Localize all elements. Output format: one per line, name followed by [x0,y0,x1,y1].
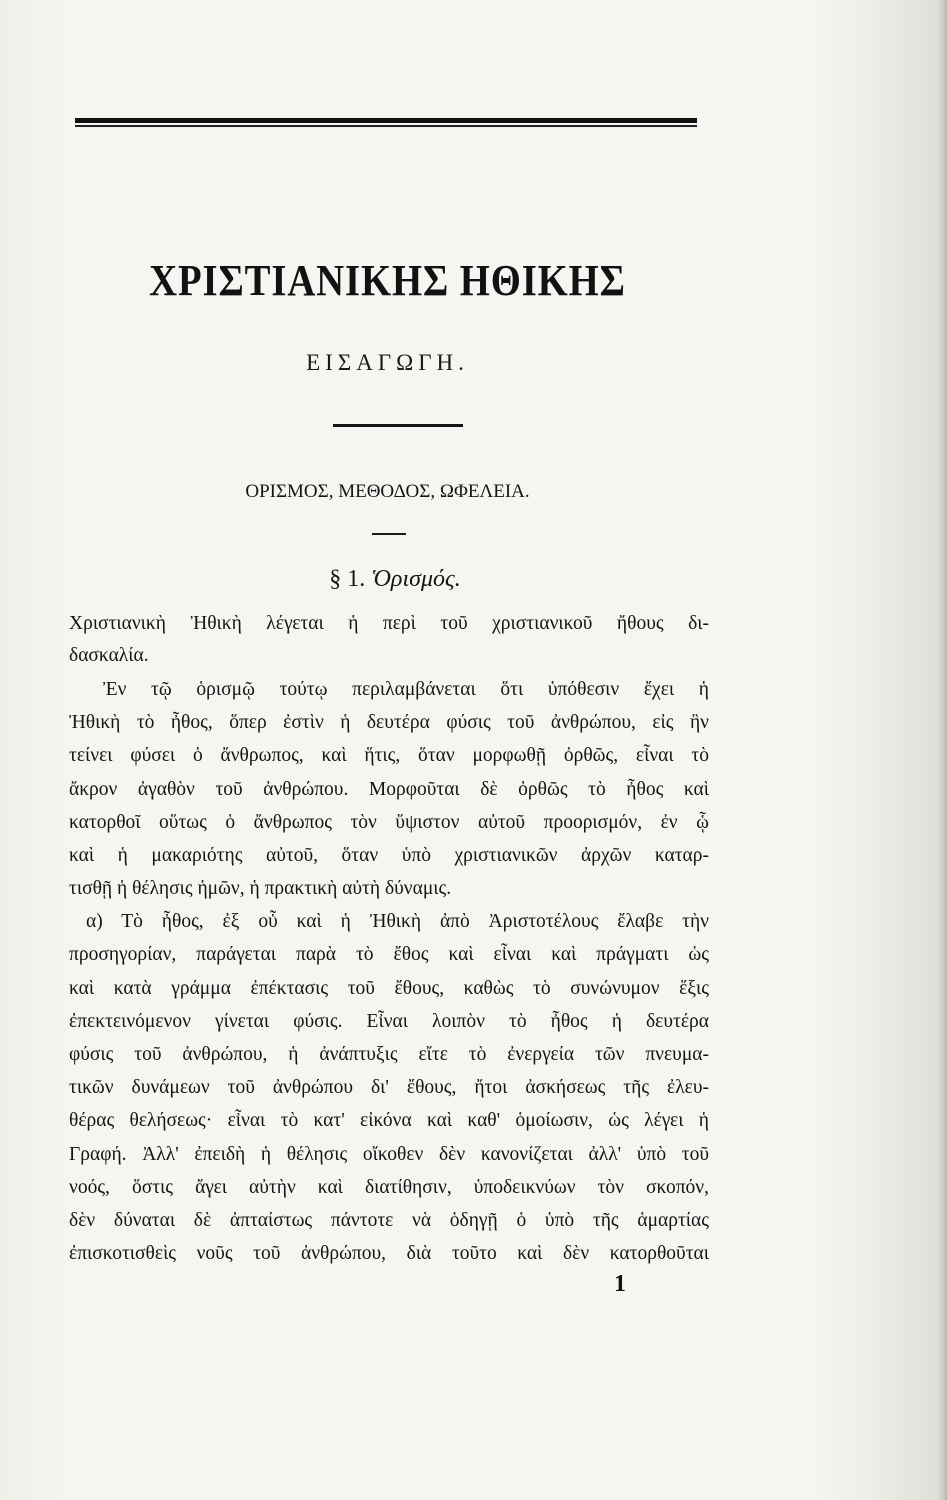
text-line: δασκαλία. [69,645,149,666]
paragraph-number: § 1. [329,566,366,592]
text-line: προσηγορίαν, παράγεται παρὰ τὸ ἔθος καὶ εἶναι καὶ πράγματι ὡς [69,944,709,965]
text-line: τείνει φύσει ὁ ἄνθρωπος, καὶ ἥτις, ὅταν μορφωθῇ ὀρθῶς, εἶναι τὸ [69,745,709,766]
text-line: κατορθοῖ οὕτως ὁ ἄνθρωπος τὸν ὕψιστον αὐτοῦ προορισμόν, ἐν ᾧ [69,812,709,833]
top-double-rule [75,118,697,127]
text-line: ἐπεκτεινόμενον γίνεται φύσις. Εἶναι λοιπὸν τὸ ἦθος ἡ δευτέρα [69,1011,709,1032]
small-rule [372,533,406,535]
text-line: Ἐν τῷ ὁρισμῷ τούτῳ περιλαμβάνεται ὅτι ὑπόθεσιν ἔχει ἡ [103,679,709,700]
text-line: καὶ ἡ μακαριότης αὐτοῦ, ὅταν ὑπὸ χριστιανικῶν ἀρχῶν καταρ- [69,845,709,866]
text-line: ἄκρον ἀγαθὸν τοῦ ἀνθρώπου. Μορφοῦται δὲ ὀρθῶς τὸ ἦθος καὶ [69,779,709,800]
paragraph-heading [0,566,790,593]
section-heading: ΟΡΙΣΜΟΣ, ΜΕΘΟΔΟΣ, ΩΦΕΛΕΙΑ. [245,481,530,502]
text-line: τισθῇ ἡ θέλησις ἡμῶν, ἡ πρακτικὴ αὐτὴ δύναμις. [69,878,452,899]
subtitle: ΕΙΣΑΓΩΓΗ. [306,350,469,375]
text-line: φύσις τοῦ ἀνθρώπου, ἡ ἀνάπτυξις εἴτε τὸ ἐνεργεία τῶν πνευμα- [69,1044,709,1065]
text-line: θέρας θελήσεως· εἶναι τὸ κατ' εἰκόνα καὶ καθ' ὁμοίωσιν, ὡς λέγει ἡ [69,1110,709,1131]
text-line: Χριστιανικὴ Ἠθικὴ λέγεται ἡ περὶ τοῦ χριστιανικοῦ ἤθους δι- [69,613,709,634]
text-line: Ἠθικὴ τὸ ἦθος, ὅπερ ἐστὶν ἡ δευτέρα φύσις τοῦ ἀνθρώπου, εἰς ἣν [69,712,709,733]
page-number: 1 [614,1271,626,1297]
text-line: ἐπισκοτισθεὶς νοῦς τοῦ ἀνθρώπου, διὰ τοῦτο καὶ δὲν κατορθοῦται [69,1243,709,1264]
text-line: α) Τὸ ἦθος, ἐξ οὗ καὶ ἡ Ἠθικὴ ἀπὸ Ἀριστοτέλους ἔλαβε τὴν [86,911,709,932]
page-edge-shadow [937,0,947,1500]
text-line: καὶ κατὰ γράμμα ἐπέκτασις τοῦ ἔθους, καθὼς τὸ συνώνυμον ἕξις [69,978,709,999]
text-line: τικῶν δυνάμεων τοῦ ἀνθρώπου δι' ἔθους, ἤτοι ἀσκήσεως τῆς ἐλευ- [69,1077,709,1098]
middle-rule [333,424,463,427]
text-line: Γραφή. Ἀλλ' ἐπειδὴ ἡ θέλησις οἴκοθεν δὲν κανονίζεται ἀλλ' ὑπὸ τοῦ [69,1144,709,1165]
text-line: δὲν δύναται δὲ ἀπταίστως πάντοτε νὰ ὁδηγῇ ὁ ὑπὸ τῆς ἁμαρτίας [69,1210,709,1231]
text-line: νοός, ὅστις ἄγει αὐτὴν καὶ διατίθησιν, ὑποδεικνύων τὸν σκοπόν, [69,1177,709,1198]
main-title: ΧΡΙΣΤΙΑΝΙΚΗΣ ΗΘΙΚΗΣ [149,256,626,305]
paragraph-label: Ὁρισμός. [371,566,461,592]
